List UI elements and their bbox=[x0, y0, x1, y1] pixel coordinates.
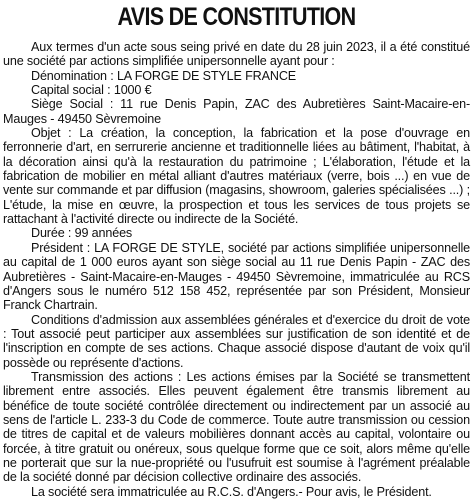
share-transfer-paragraph: Transmission des actions : Les actions émises par la Société se transmettent librement entre associés. Elles peuvent également être transmis librement au bénéfice de toute société contrôlée directement ou indirectement par un associé au sens de l'article L. 233-3 du Code de commerce. Toute autre transmission ou cession de titres de capital et de valeurs mobilières donnant accès au capital, volontaire ou forcée, à titre gratuit ou onéreux, sous quelque forme que ce soit, alors même qu'elle ne porterait que sur la nue-propriété ou l'usufruit est soumise à l'agrément préalable de la société donné par décision collective ordinaire des associés. bbox=[3, 369, 470, 485]
notice-title: AVIS DE CONSTITUTION bbox=[117, 3, 356, 31]
duration-line: Durée : 99 années bbox=[31, 226, 133, 241]
registration-line: La société sera immatriculée au R.C.S. d'Angers.- Pour avis, le Président. bbox=[31, 484, 432, 499]
registered-office-line: Siège Social : 11 rue Denis Papin, ZAC des Aubretières Saint-Macaire-en-Mauges - 49450 Sèvremoine bbox=[3, 97, 470, 126]
voting-conditions-paragraph: Conditions d'admission aux assemblées générales et d'exercice du droit de vote : Tout associé peut participer aux assemblées sur justification de son identité et de l'inscription en compte de ses actions. Chaque associé dispose d'autant de voix qu'il possède ou représente d'actions. bbox=[3, 312, 470, 370]
capital-line: Capital social : 1000 € bbox=[31, 83, 152, 98]
intro-paragraph: Aux termes d'un acte sous seing privé en date du 28 juin 2023, il a été constitué une société par actions simplifiée unipersonnelle ayant pour : bbox=[3, 40, 470, 69]
denomination-line: Dénomination : LA FORGE DE STYLE FRANCE bbox=[31, 68, 297, 83]
purpose-paragraph: Objet : La création, la conception, la fabrication et la pose d'ouvrage en ferronnerie d'art, en serrurerie ancienne et traditionnelle liées au bâtiment, l'habitat, à la décoration ainsi qu'à la restauration du patrimoine ; L'élaboration, l'étude et la fabrication de mobilier en métal alliant d'autres matériaux (verre, bois ...) en vue de vente sur commande et par diffusion (magasins, showroom, galeries spécialisées ...) ; L'étude, la mise en œuvre, la prospection et tous les services de tous projets se rattachant à l'activité directe ou indirecte de la Société. bbox=[3, 126, 470, 227]
legal-notice bbox=[0, 1, 473, 500]
president-paragraph: Président : LA FORGE DE STYLE, société par actions simplifiée unipersonnelle au capital de 1 000 euros ayant son siège social au 11 rue Denis Papin - ZAC des Aubretières - Saint-Macaire-en-Mauges - 49450 Sèvremoine, immatriculée au RCS d'Angers sous le numéro 512 158 452, représentée par son Président, Monsieur Franck Chartrain. bbox=[3, 240, 470, 313]
